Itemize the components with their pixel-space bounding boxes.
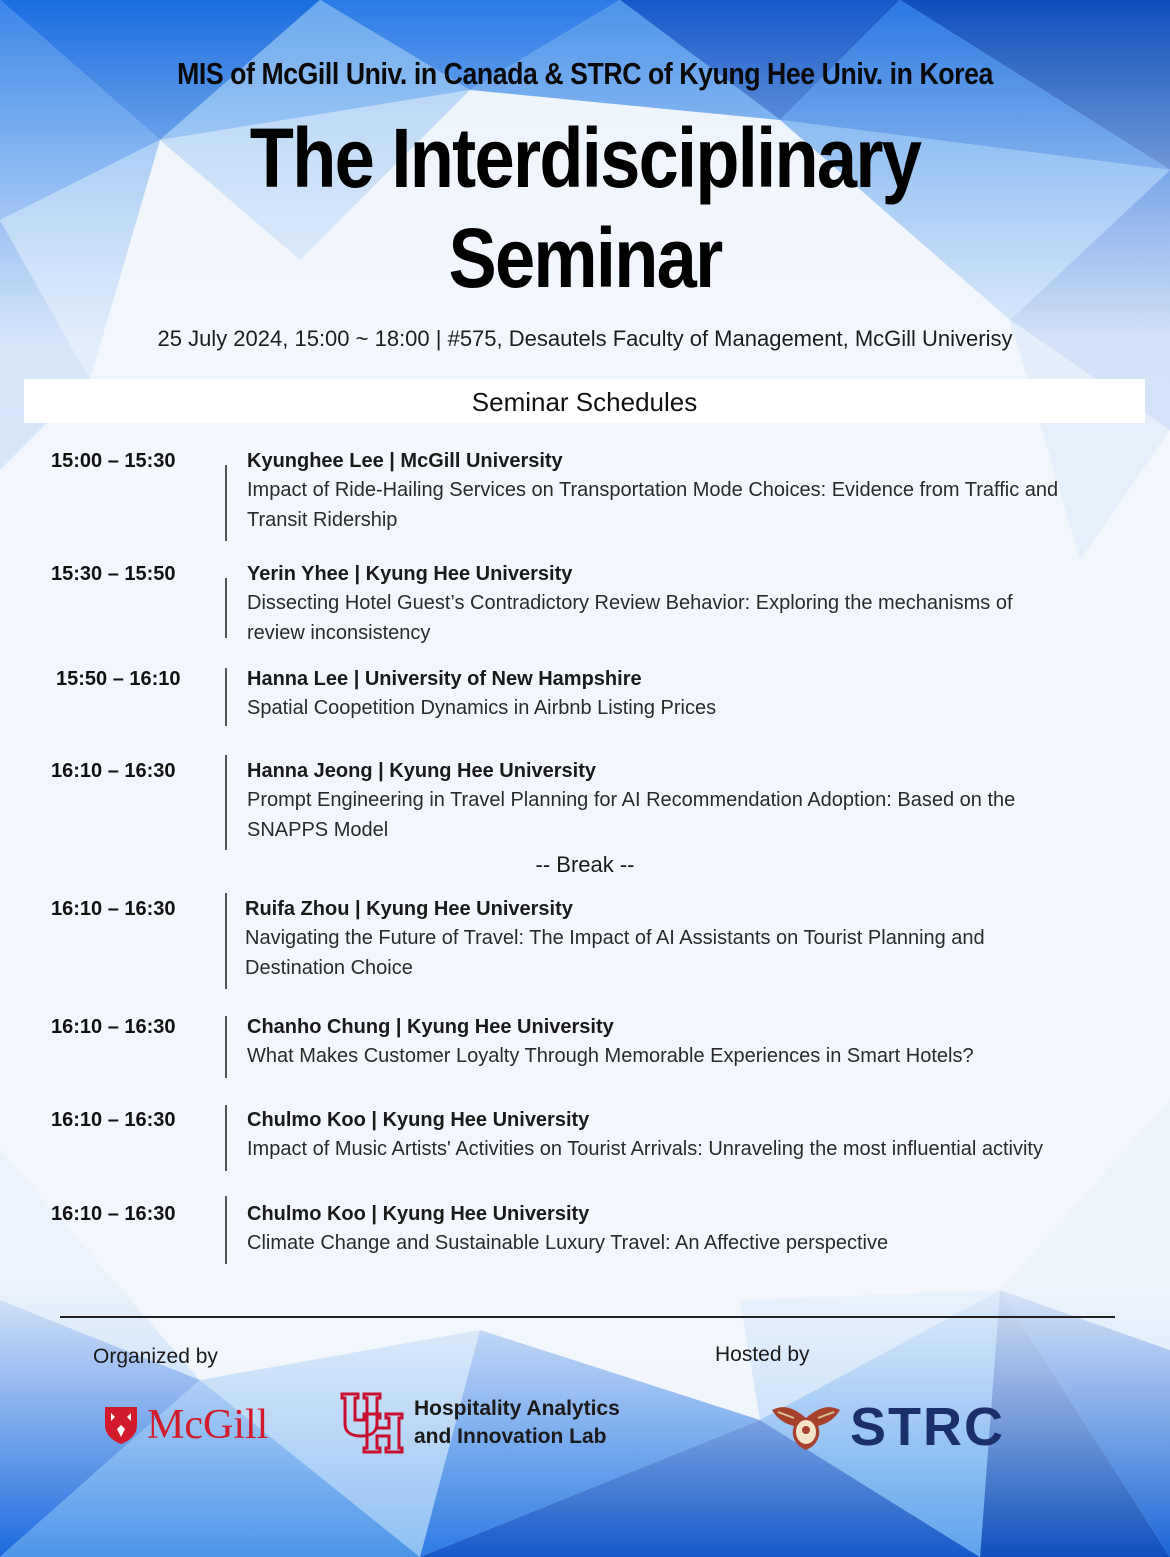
item-talk	[247, 785, 1147, 845]
item-talk	[247, 475, 1147, 535]
mcgill-logo	[103, 1403, 268, 1447]
item-talk-line-1: Climate Change and Sustainable Luxury Travel: An Affective perspective	[247, 1232, 889, 1254]
mcgill-shield-icon	[103, 1405, 139, 1445]
item-time: 16:10 – 16:30	[51, 898, 176, 920]
item-time: 16:10 – 16:30	[51, 760, 176, 782]
item-talk-line-1: Dissecting Hotel Guest’s Contradictory Review Behavior: Exploring the mechanisms of	[247, 592, 1013, 614]
title-line-2: Seminar	[448, 211, 722, 305]
item-divider	[225, 1016, 227, 1078]
item-divider	[225, 1196, 227, 1264]
event-subtitle: MIS of McGill Univ. in Canada & STRC of Kyung Hee Univ. in Korea	[177, 56, 993, 91]
item-time: 15:00 – 15:30	[51, 450, 176, 472]
item-speaker: Ruifa Zhou | Kyung Hee University	[245, 898, 573, 920]
item-time: 15:50 – 16:10	[56, 668, 181, 690]
item-talk-line-2: SNAPPS Model	[247, 819, 389, 841]
uh-lab-name-line-2: and Innovation Lab	[414, 1425, 607, 1448]
uh-monogram-icon	[338, 1390, 410, 1456]
item-talk-line-2: review inconsistency	[247, 622, 431, 644]
item-speaker: Hanna Jeong | Kyung Hee University	[247, 760, 597, 782]
mcgill-wordmark: McGill	[147, 1402, 269, 1448]
strc-logo	[768, 1396, 1005, 1458]
item-speaker: Chulmo Koo | Kyung Hee University	[247, 1203, 590, 1225]
item-talk-line-1: Prompt Engineering in Travel Planning for AI Recommendation Adoption: Based on the	[247, 789, 1016, 811]
uh-lab-name-line-1: Hospitality Analytics	[414, 1397, 620, 1420]
item-talk	[247, 1041, 1147, 1071]
item-talk	[247, 1228, 1147, 1258]
hosted-by-label: Hosted by	[715, 1343, 810, 1366]
item-talk-line-1: Impact of Music Artists' Activities on Tourist Arrivals: Unraveling the most influential activity	[247, 1138, 1043, 1160]
item-talk	[247, 693, 1147, 723]
item-talk	[245, 923, 1145, 983]
item-speaker: Chanho Chung | Kyung Hee University	[247, 1016, 614, 1038]
item-talk-line-1: Impact of Ride-Hailing Services on Transportation Mode Choices: Evidence from Traffic and	[247, 479, 1059, 501]
item-divider	[225, 668, 227, 726]
item-speaker: Chulmo Koo | Kyung Hee University	[247, 1109, 590, 1131]
item-time: 15:30 – 15:50	[51, 563, 176, 585]
item-speaker: Kyunghee Lee | McGill University	[247, 450, 563, 472]
strc-wordmark: STRC	[850, 1397, 1005, 1457]
item-time: 16:10 – 16:30	[51, 1109, 176, 1131]
item-time: 16:10 – 16:30	[51, 1016, 176, 1038]
item-talk-line-2: Transit Ridership	[247, 509, 398, 531]
title-line-1: The Interdisciplinary	[249, 111, 921, 205]
item-talk-line-1: Navigating the Future of Travel: The Impact of AI Assistants on Tourist Planning and	[245, 927, 985, 949]
item-talk-line-1: What Makes Customer Loyalty Through Memorable Experiences in Smart Hotels?	[247, 1045, 974, 1067]
uh-lab-name	[414, 1395, 620, 1451]
item-talk	[247, 1134, 1147, 1164]
organized-by-label: Organized by	[93, 1345, 218, 1368]
schedule-heading: Seminar Schedules	[24, 379, 1145, 423]
item-divider	[225, 893, 227, 989]
item-divider	[225, 465, 227, 541]
item-talk	[247, 588, 1147, 648]
event-date-location: 25 July 2024, 15:00 ~ 18:00 | #575, Desautels Faculty of Management, McGill Univerisy	[157, 326, 1013, 351]
item-speaker: Yerin Yhee | Kyung Hee University	[247, 563, 573, 585]
strc-emblem-icon	[768, 1400, 844, 1454]
item-talk-line-1: Spatial Coopetition Dynamics in Airbnb Listing Prices	[247, 697, 717, 719]
item-talk-line-2: Destination Choice	[245, 957, 413, 979]
item-speaker: Hanna Lee | University of New Hampshire	[247, 668, 642, 690]
item-divider	[225, 578, 227, 638]
item-divider	[225, 1105, 227, 1171]
footer-divider	[60, 1316, 1115, 1318]
uh-lab-logo	[338, 1390, 620, 1456]
break-label: -- Break --	[535, 852, 635, 877]
item-time: 16:10 – 16:30	[51, 1203, 176, 1225]
item-divider	[225, 755, 227, 850]
